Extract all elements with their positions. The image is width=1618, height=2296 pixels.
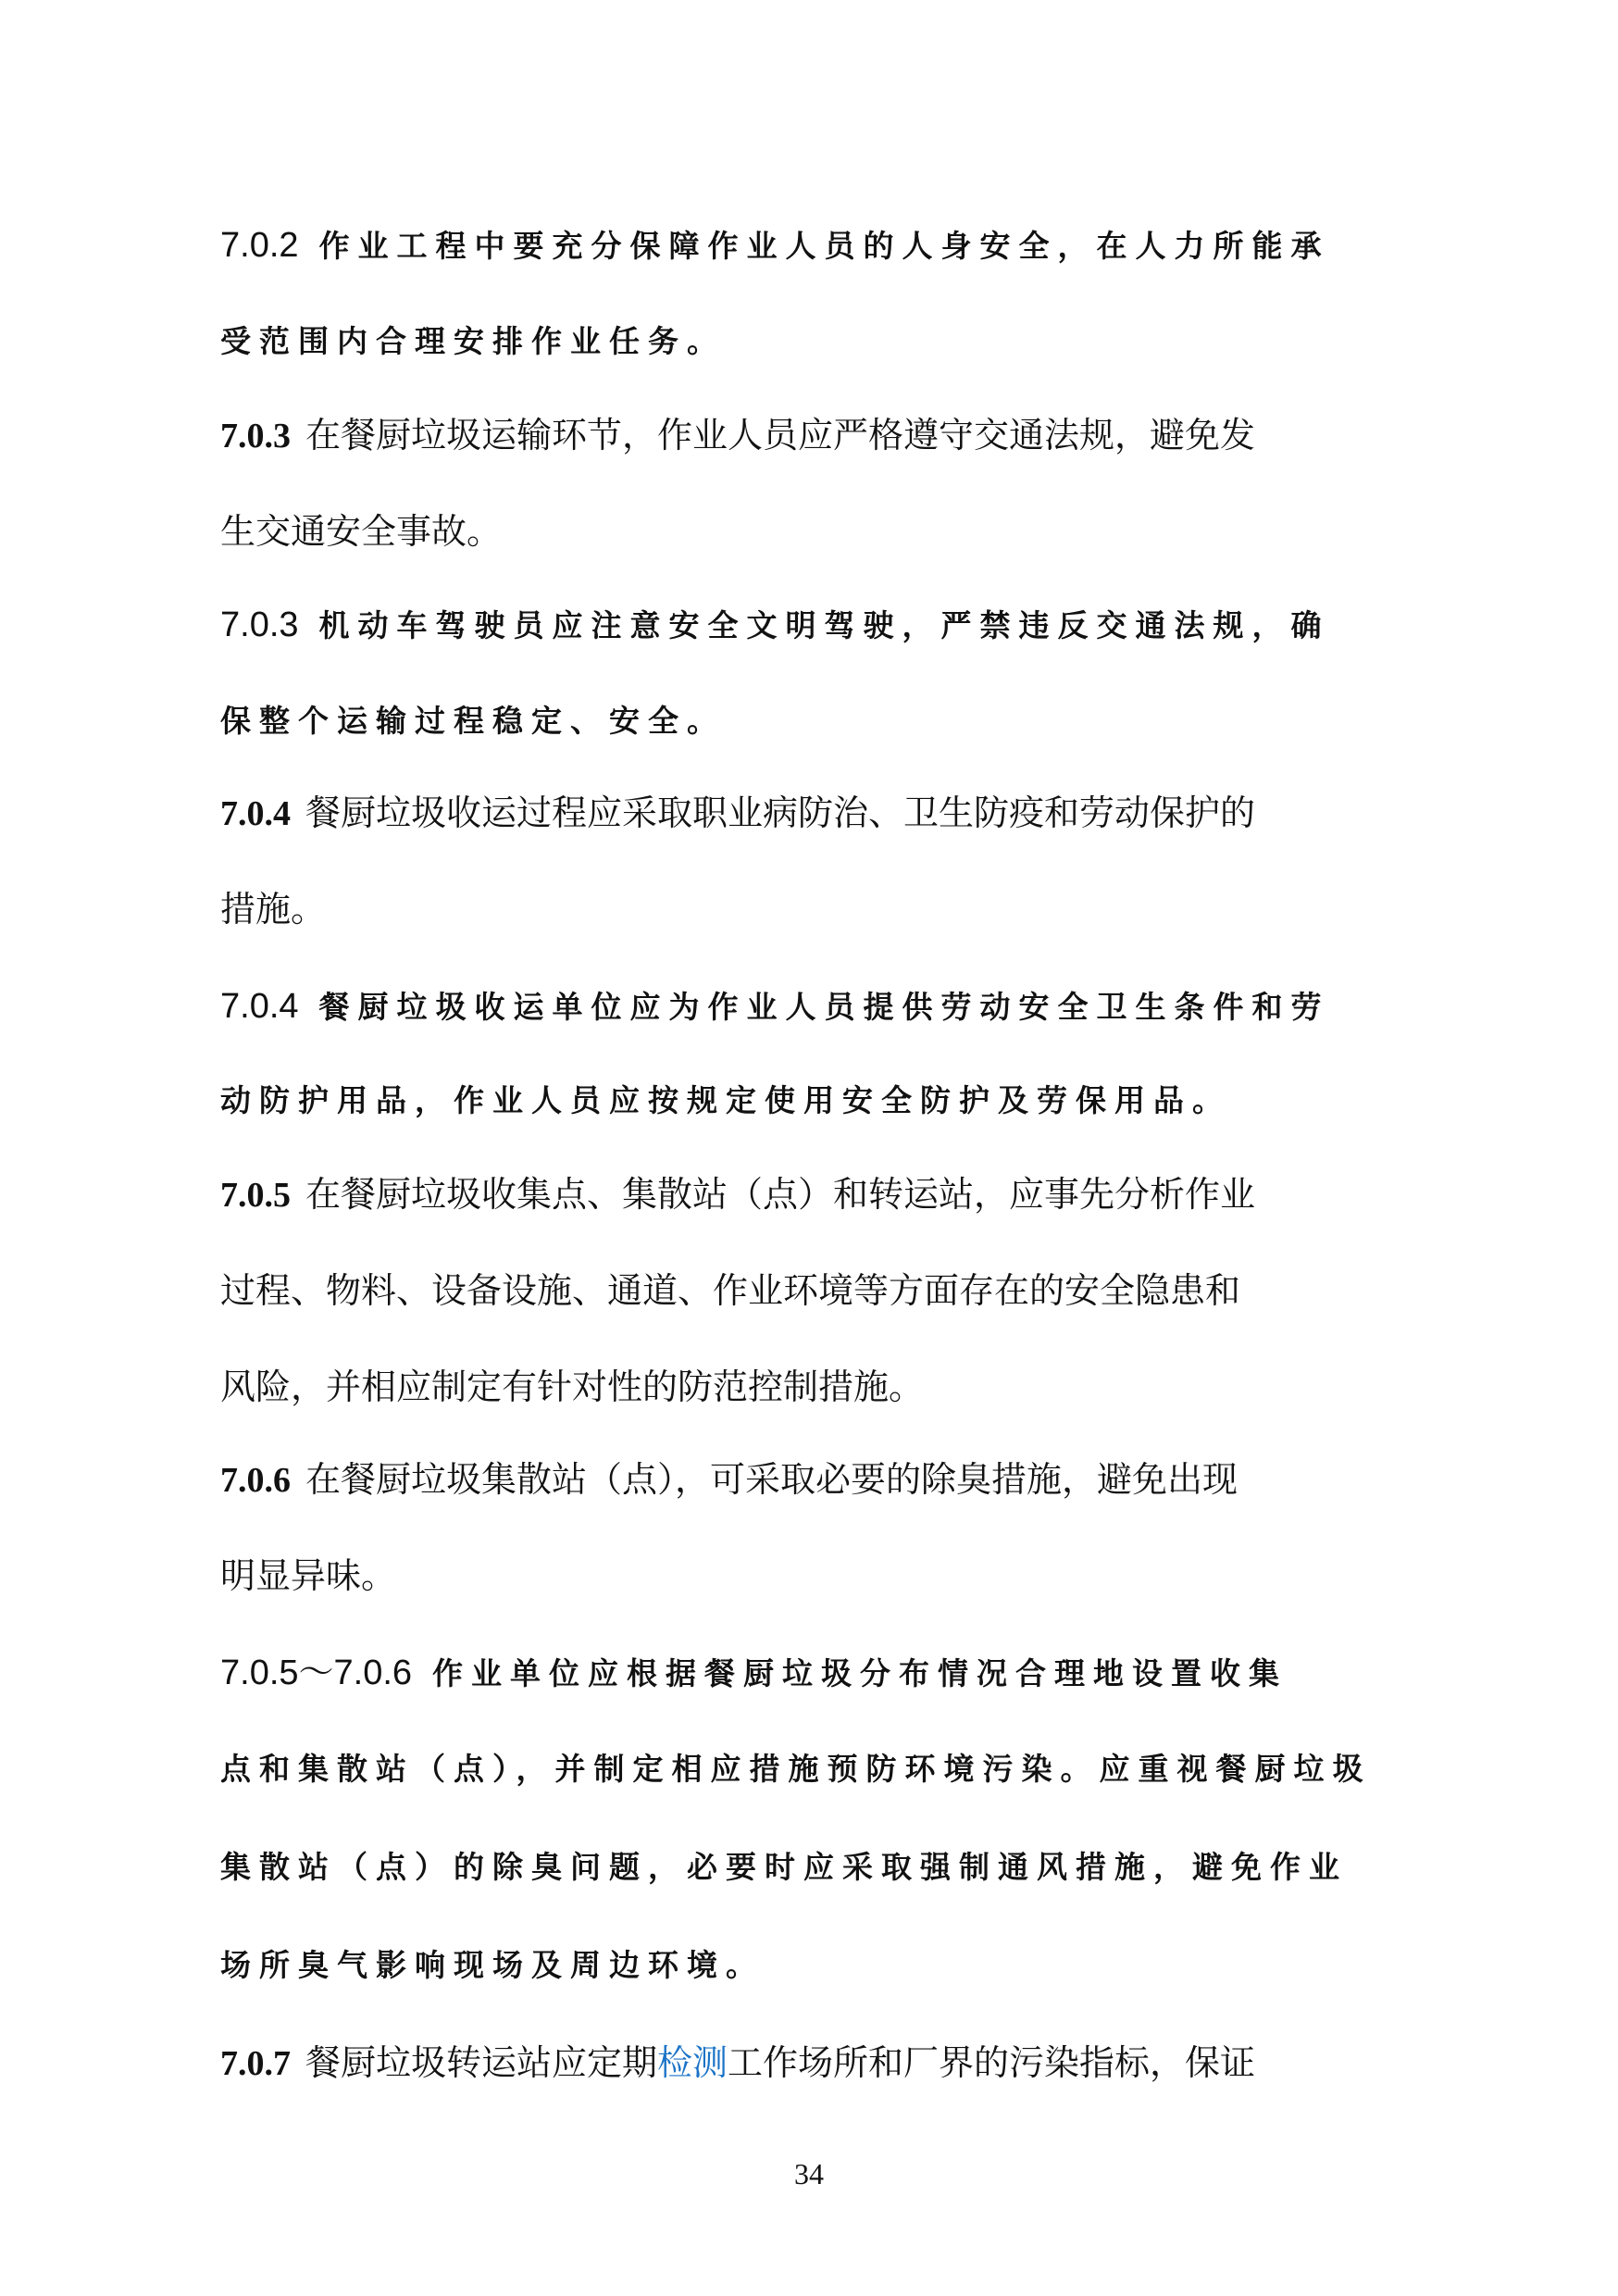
clause-number: 7.0.4 <box>220 987 299 1026</box>
paragraph-line <box>220 323 726 359</box>
paragraph-text: 在餐厨垃圾运输环节，作业人员应严格遵守交通法规，避免发 <box>305 417 1256 455</box>
paragraph-text: 餐厨垃圾收运单位应为作业人员提供劳动安全卫生条件和劳 <box>318 989 1330 1025</box>
paragraph-line <box>220 1751 1372 1787</box>
clause-number: 7.0.5 <box>220 1176 291 1215</box>
paragraph-text: 作业单位应根据餐厨垃圾分布情况合理地设置收集 <box>432 1655 1288 1691</box>
paragraph-line <box>220 418 1255 454</box>
clause-number: 7.0.6 <box>220 1461 291 1500</box>
paragraph-text: 机动车驾驶员应注意安全文明驾驶，严禁违反交通法规，确 <box>318 607 1330 643</box>
clause-number: 7.0.5～7.0.6 <box>220 1653 413 1692</box>
paragraph-line <box>220 1082 1231 1118</box>
paragraph-line <box>220 1559 396 1594</box>
paragraph-line <box>220 515 502 550</box>
paragraph-text: 动防护用品，作业人员应按规定使用安全防护及劳保用品。 <box>220 1082 1231 1118</box>
paragraph-line <box>220 228 1330 263</box>
clause-number: 7.0.7 <box>220 2044 291 2083</box>
paragraph-text: 生交通安全事故。 <box>220 513 503 552</box>
paragraph-text: 集散站（点）的除臭问题，必要时应采取强制通风措施，避免作业 <box>220 1849 1348 1885</box>
clause-number: 7.0.3 <box>220 417 291 455</box>
paragraph-text: 在餐厨垃圾集散站（点），可采取必要的除臭措施，避免出现 <box>305 1461 1238 1500</box>
paragraph-line <box>220 2046 1255 2081</box>
clause-number: 7.0.4 <box>220 794 291 833</box>
paragraph-text: 受范围内合理安排作业任务。 <box>220 323 726 359</box>
paragraph-text: 餐厨垃圾转运站应定期 <box>305 2044 658 2083</box>
paragraph-text: 风险，并相应制定有针对性的防范控制措施。 <box>220 1368 925 1407</box>
paragraph-text: 作业工程中要充分保障作业人员的人身安全，在人力所能承 <box>318 228 1330 264</box>
paragraph-line <box>220 1274 1240 1309</box>
paragraph-text: 过程、物料、设备设施、通道、作业环境等方面存在的安全隐患和 <box>220 1272 1241 1311</box>
paragraph-text: 工作场所和厂界的污染指标，保证 <box>728 2044 1256 2083</box>
paragraph-line <box>220 1849 1348 1885</box>
paragraph-line <box>220 1463 1238 1498</box>
paragraph-text: 明显异味。 <box>220 1557 397 1596</box>
paragraph-line <box>220 1947 765 1983</box>
paragraph-text: 点和集散站（点），并制定相应措施预防环境污染。应重视餐厨垃圾 <box>220 1751 1372 1787</box>
paragraph-text: 在餐厨垃圾收集点、集散站（点）和转运站，应事先分析作业 <box>305 1176 1256 1215</box>
paragraph-line <box>220 796 1255 831</box>
paragraph-text: 场所臭气影响现场及周边环境。 <box>220 1947 765 1983</box>
detection-link[interactable]: 检测 <box>657 2044 728 2083</box>
paragraph-line <box>220 703 726 739</box>
paragraph-text: 措施。 <box>220 891 327 930</box>
paragraph-line <box>220 1655 1288 1691</box>
paragraph-line <box>220 1370 924 1405</box>
paragraph-line <box>220 892 326 928</box>
paragraph-text: 餐厨垃圾收运过程应采取职业病防治、卫生防疫和劳动保护的 <box>305 794 1256 833</box>
clause-number: 7.0.2 <box>220 226 299 265</box>
paragraph-line <box>220 607 1330 643</box>
paragraph-text: 保整个运输过程稳定、安全。 <box>220 703 726 739</box>
clause-number: 7.0.3 <box>220 605 299 644</box>
page-number: 34 <box>794 2157 824 2190</box>
paragraph-line <box>220 1178 1255 1213</box>
paragraph-line <box>220 989 1330 1024</box>
